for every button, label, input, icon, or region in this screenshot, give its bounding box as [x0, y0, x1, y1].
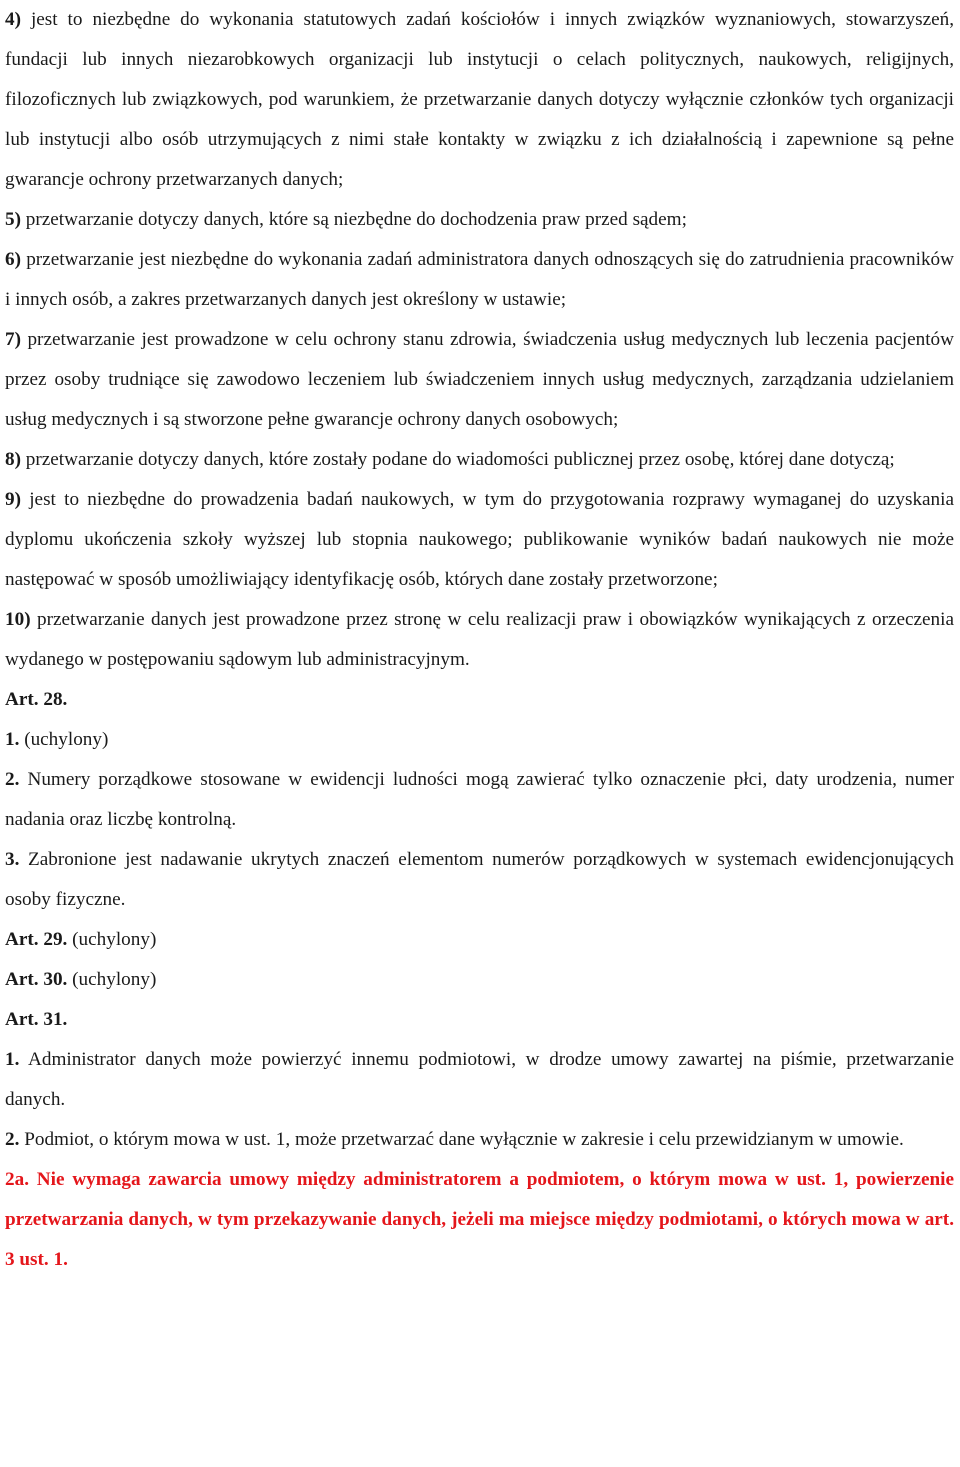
article-29-heading	[5, 920, 954, 960]
item-number: 10)	[5, 609, 31, 630]
list-item-7	[5, 320, 954, 440]
art31-paragraph-2a-amendment	[5, 1160, 954, 1280]
article-number: Art. 29.	[5, 929, 68, 950]
article-status: (uchylony)	[67, 969, 157, 990]
item-text: jest to niezbędne do prowadzenia badań naukowych, w tym do przygotowania rozprawy wymaganej do uzyskania dyplomu ukończenia szkoły wyższej lub stopnia naukowego; publikowanie wyników badań naukowych nie może następować w sposób umożliwiający identyfikację osób, których dane zostały przetworzone;	[5, 489, 954, 590]
article-number: Art. 30.	[5, 969, 68, 990]
article-status: (uchylony)	[67, 929, 157, 950]
item-number: 5)	[5, 209, 21, 230]
paragraph-text: Numery porządkowe stosowane w ewidencji ludności mogą zawierać tylko oznaczenie płci, daty urodzenia, numer nadania oraz liczbę kontrolną.	[5, 769, 954, 830]
item-number: 8)	[5, 449, 21, 470]
item-number: 9)	[5, 489, 21, 510]
paragraph-number: 3.	[5, 849, 20, 870]
item-text: przetwarzanie jest prowadzone w celu ochrony stanu zdrowia, świadczenia usług medycznych lub leczenia pacjentów przez osoby trudniące się zawodowo leczeniem lub świadczeniem innych usług medycznych, zarządzania udzielaniem usług medycznych i są stworzone pełne gwarancje ochrony danych osobowych;	[5, 329, 954, 430]
paragraph-text: Podmiot, o którym mowa w ust. 1, może przetwarzać dane wyłącznie w zakresie i celu przewidzianym w umowie.	[19, 1129, 904, 1150]
paragraph-text: (uchylony)	[19, 729, 109, 750]
art28-paragraph-3	[5, 840, 954, 920]
list-item-4	[5, 0, 954, 200]
art31-paragraph-2	[5, 1120, 954, 1160]
paragraph-number: 2.	[5, 769, 20, 790]
list-item-8	[5, 440, 954, 480]
paragraph-number: 1.	[5, 729, 20, 750]
list-item-9	[5, 480, 954, 600]
item-number: 4)	[5, 9, 21, 30]
paragraph-text: Zabronione jest nadawanie ukrytych znaczeń elementom numerów porządkowych w systemach ewidencjonujących osoby fizyczne.	[5, 849, 954, 910]
art28-paragraph-2	[5, 760, 954, 840]
list-item-6	[5, 240, 954, 320]
item-text: przetwarzanie danych jest prowadzone przez stronę w celu realizacji praw i obowiązków wynikających z orzeczenia wydanego w postępowaniu sądowym lub administracyjnym.	[5, 609, 954, 670]
article-31-heading: Art. 31.	[5, 1009, 68, 1030]
item-text: przetwarzanie jest niezbędne do wykonania zadań administratora danych odnoszących się do zatrudnienia pracowników i innych osób, a zakres przetwarzanych danych jest określony w ustawie;	[5, 249, 954, 310]
art28-paragraph-1	[5, 720, 954, 760]
item-text: jest to niezbędne do wykonania statutowych zadań kościołów i innych związków wyznaniowych, stowarzyszeń, fundacji lub innych niezarobkowych organizacji lub instytucji o celach politycznych, naukowych, religijnych, filozoficznych lub związkowych, pod warunkiem, że przetwarzanie danych dotyczy wyłącznie członków tych organizacji lub instytucji albo osób utrzymujących z nimi stałe kontakty w związku z ich działalnością i zapewnione są pełne gwarancje ochrony przetwarzanych danych;	[5, 9, 954, 190]
paragraph-number: 2a.	[5, 1169, 29, 1190]
article-30-heading	[5, 960, 954, 1000]
item-text: przetwarzanie dotyczy danych, które są niezbędne do dochodzenia praw przed sądem;	[20, 209, 687, 230]
item-number: 7)	[5, 329, 21, 350]
list-item-10	[5, 600, 954, 680]
paragraph-text: Nie wymaga zawarcia umowy między administratorem a podmiotem, o którym mowa w ust. 1, powierzenie przetwarzania danych, w tym przekazywanie danych, jeżeli ma miejsce między podmiotami, o których mowa w art. 3 ust. 1.	[5, 1169, 954, 1270]
list-item-5	[5, 200, 954, 240]
paragraph-number: 1.	[5, 1049, 20, 1070]
article-28-heading: Art. 28.	[5, 689, 68, 710]
paragraph-number: 2.	[5, 1129, 20, 1150]
art31-paragraph-1	[5, 1040, 954, 1120]
item-number: 6)	[5, 249, 21, 270]
paragraph-text: Administrator danych może powierzyć innemu podmiotowi, w drodze umowy zawartej na piśmie, przetwarzanie danych.	[5, 1049, 954, 1110]
item-text: przetwarzanie dotyczy danych, które zostały podane do wiadomości publicznej przez osobę, której dane dotyczą;	[20, 449, 895, 470]
